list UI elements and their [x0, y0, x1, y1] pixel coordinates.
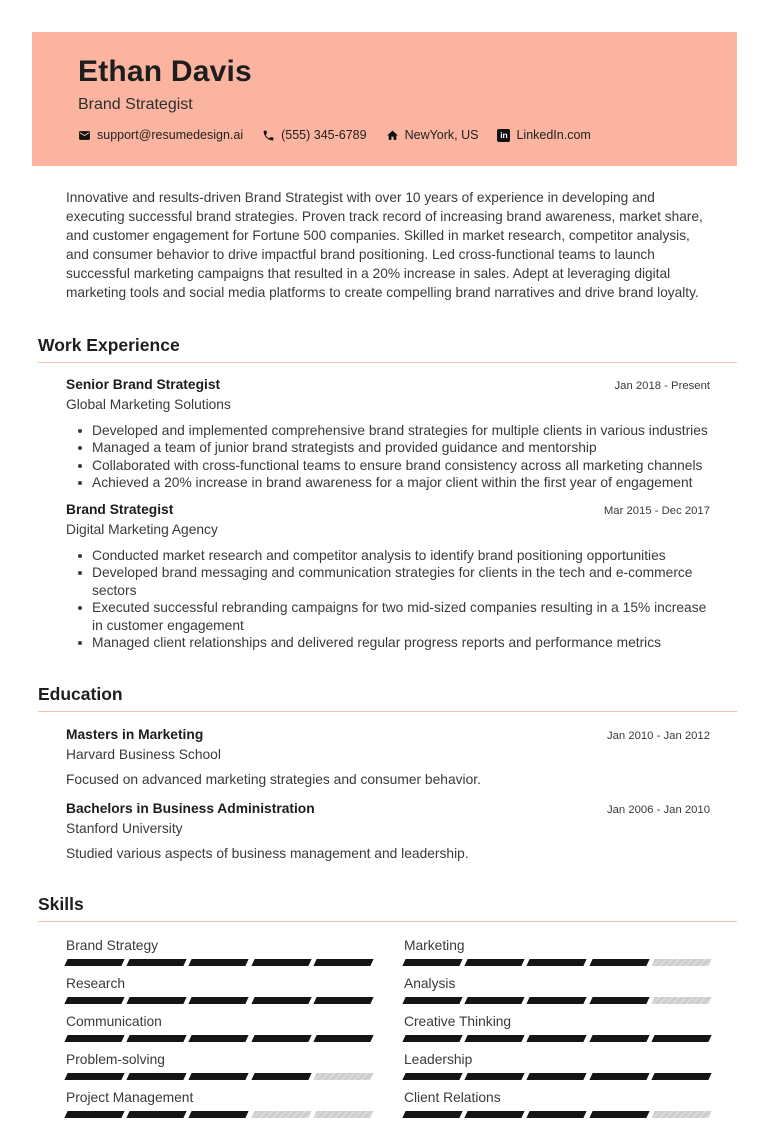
work-experience-heading: Work Experience [38, 335, 737, 363]
skill-segment-filled [64, 1111, 124, 1118]
skill-name: Creative Thinking [404, 1013, 512, 1029]
job-bullet: Achieved a 20% increase in brand awareness for a major client within the first year of engagement [92, 474, 710, 492]
skill-segment-filled [465, 1073, 525, 1080]
skill-segment-filled [313, 959, 373, 966]
skill-segment-filled [402, 1035, 462, 1042]
skill-segment-filled [127, 1073, 187, 1080]
skill-segment-filled [651, 1035, 711, 1042]
skill-bar [66, 1073, 372, 1080]
skill-segment-filled [251, 1073, 311, 1080]
skill-name: Analysis [404, 975, 456, 991]
skill-segment-filled [251, 959, 311, 966]
degree-title: Masters in Marketing [66, 726, 204, 742]
summary-text: Innovative and results-driven Brand Strategist with over 10 years of experience in developing and executing successful brand strategies. Proven track record of increasing brand awareness, market share, and customer engagement for Fortune 500 companies. Skilled in market research, competitor analysis, and consumer behavior to drive impactful brand positioning. Led cross-functional teams to launch successful marketing campaigns that resulted in a 20% increase in sales. Adept at leveraging digital marketing tools and social media platforms to create compelling brand narratives and drive brand loyalty. [66, 190, 703, 301]
education-description: Focused on advanced marketing strategies and consumer behavior. [66, 771, 481, 787]
skill-segment-filled [313, 1035, 373, 1042]
skill-segment-filled [402, 959, 462, 966]
skill-segment-empty [313, 1073, 373, 1080]
skill-bar [404, 1073, 710, 1080]
skills-grid [38, 922, 737, 1127]
job-head [66, 376, 710, 394]
job-head [66, 501, 710, 519]
home-icon [386, 129, 399, 142]
skill-item [66, 1013, 372, 1042]
skill-segment-empty [651, 959, 711, 966]
skill-item [404, 1089, 710, 1118]
contact-email[interactable] [78, 128, 243, 142]
skill-name: Project Management [66, 1089, 194, 1105]
skill-segment-filled [527, 1035, 587, 1042]
job-title: Brand Strategist [66, 501, 174, 517]
skill-segment-filled [465, 997, 525, 1004]
contact-phone-text: (555) 345-6789 [281, 128, 367, 142]
skill-segment-filled [527, 959, 587, 966]
skill-segment-empty [251, 1111, 311, 1118]
job-bullet: Developed and implemented comprehensive brand strategies for multiple clients in various industries [92, 422, 710, 440]
skill-segment-filled [189, 1073, 249, 1080]
education-description: Studied various aspects of business management and leadership. [66, 845, 469, 861]
skill-segment-filled [189, 1111, 249, 1118]
skill-bar [66, 1111, 372, 1118]
education-body [38, 726, 737, 862]
job-company: Global Marketing Solutions [66, 396, 231, 412]
skill-name: Brand Strategy [66, 937, 159, 953]
job-bullet: Developed brand messaging and communication strategies for clients in the tech and e-commerce sectors [92, 564, 710, 599]
skill-name: Communication [66, 1013, 162, 1029]
skill-item [404, 1051, 710, 1080]
skill-item [66, 1089, 372, 1118]
phone-icon [262, 129, 275, 142]
skill-bar [66, 959, 372, 966]
job-bullet: Collaborated with cross-functional teams to ensure brand consistency across all marketing channels [92, 457, 710, 475]
skill-segment-filled [651, 1073, 711, 1080]
job-bullet-list [66, 422, 710, 492]
skill-segment-empty [651, 997, 711, 1004]
school-name: Stanford University [66, 820, 183, 836]
skill-segment-filled [402, 1073, 462, 1080]
degree-title: Bachelors in Business Administration [66, 800, 315, 816]
job-bullet: Conducted market research and competitor analysis to identify brand positioning opportunities [92, 547, 710, 565]
job-bullet: Managed a team of junior brand strategists and provided guidance and mentorship [92, 439, 710, 457]
skill-segment-filled [465, 1035, 525, 1042]
skills-column-right [404, 937, 710, 1127]
skill-segment-filled [589, 1035, 649, 1042]
skill-name: Marketing [404, 937, 465, 953]
skill-segment-filled [251, 997, 311, 1004]
section-work-experience [38, 335, 737, 652]
contact-phone[interactable] [262, 128, 366, 142]
skill-segment-filled [527, 1073, 587, 1080]
job-entry [66, 501, 710, 652]
job-bullet-list [66, 547, 710, 652]
skill-item [66, 1051, 372, 1080]
skill-segment-filled [64, 1035, 124, 1042]
skills-column-left [66, 937, 372, 1127]
skill-segment-filled [313, 997, 373, 1004]
skill-segment-filled [465, 959, 525, 966]
skill-segment-filled [189, 997, 249, 1004]
linkedin-icon: in [497, 129, 510, 142]
section-education [38, 684, 737, 862]
skill-item [66, 937, 372, 966]
skill-segment-filled [189, 1035, 249, 1042]
contact-email-text: support@resumedesign.ai [97, 128, 244, 142]
education-head [66, 800, 710, 818]
skill-segment-filled [251, 1035, 311, 1042]
skill-segment-filled [589, 959, 649, 966]
section-skills [38, 894, 737, 1127]
person-role: Brand Strategist [78, 96, 193, 113]
skill-name: Problem-solving [66, 1051, 165, 1067]
skill-segment-filled [127, 959, 187, 966]
skill-segment-filled [527, 1111, 587, 1118]
job-dates: Jan 2018 - Present [614, 379, 710, 392]
skill-bar [66, 997, 372, 1004]
skill-name: Research [66, 975, 126, 991]
skill-item [404, 975, 710, 1004]
education-entry [66, 726, 710, 788]
person-name: Ethan Davis [78, 55, 252, 88]
skill-segment-filled [402, 997, 462, 1004]
skill-segment-filled [64, 997, 124, 1004]
skill-segment-filled [127, 1111, 187, 1118]
contact-location [386, 128, 479, 142]
education-heading: Education [38, 684, 737, 712]
skill-segment-filled [127, 997, 187, 1004]
education-entry [66, 800, 710, 862]
email-icon [78, 129, 91, 142]
skills-heading: Skills [38, 894, 737, 922]
skill-segment-filled [127, 1035, 187, 1042]
skill-bar [404, 997, 710, 1004]
job-dates: Mar 2015 - Dec 2017 [603, 504, 710, 517]
education-head [66, 726, 710, 744]
job-bullet: Managed client relationships and delivered regular progress reports and performance metrics [92, 634, 710, 652]
contact-linkedin[interactable] [497, 128, 590, 142]
skill-segment-filled [189, 959, 249, 966]
skill-segment-empty [651, 1111, 711, 1118]
skill-segment-filled [589, 1111, 649, 1118]
skill-name: Client Relations [404, 1089, 501, 1105]
job-title: Senior Brand Strategist [66, 376, 221, 392]
skill-item [66, 975, 372, 1004]
contact-row [78, 128, 691, 142]
skill-bar [404, 1111, 710, 1118]
work-experience-body [38, 376, 737, 652]
resume-page [0, 32, 768, 1110]
job-entry [66, 376, 710, 492]
skill-bar [404, 1035, 710, 1042]
skill-segment-empty [313, 1111, 373, 1118]
job-company: Digital Marketing Agency [66, 521, 218, 537]
skill-segment-filled [402, 1111, 462, 1118]
school-name: Harvard Business School [66, 746, 221, 762]
skill-name: Leadership [404, 1051, 473, 1067]
education-dates: Jan 2006 - Jan 2010 [606, 803, 710, 816]
resume-header [32, 32, 737, 166]
skill-segment-filled [465, 1111, 525, 1118]
contact-location-text: NewYork, US [404, 128, 479, 142]
education-dates: Jan 2010 - Jan 2012 [606, 729, 710, 742]
skill-segment-filled [589, 1073, 649, 1080]
skill-bar [404, 959, 710, 966]
skill-segment-filled [64, 959, 124, 966]
skill-segment-filled [64, 1073, 124, 1080]
job-bullet: Executed successful rebranding campaigns for two mid-sized companies resulting in a 15% increase in customer engagement [92, 599, 710, 634]
skill-item [404, 1013, 710, 1042]
skill-segment-filled [527, 997, 587, 1004]
skill-segment-filled [589, 997, 649, 1004]
contact-linkedin-text: LinkedIn.com [516, 128, 591, 142]
skill-bar [66, 1035, 372, 1042]
skill-item [404, 937, 710, 966]
